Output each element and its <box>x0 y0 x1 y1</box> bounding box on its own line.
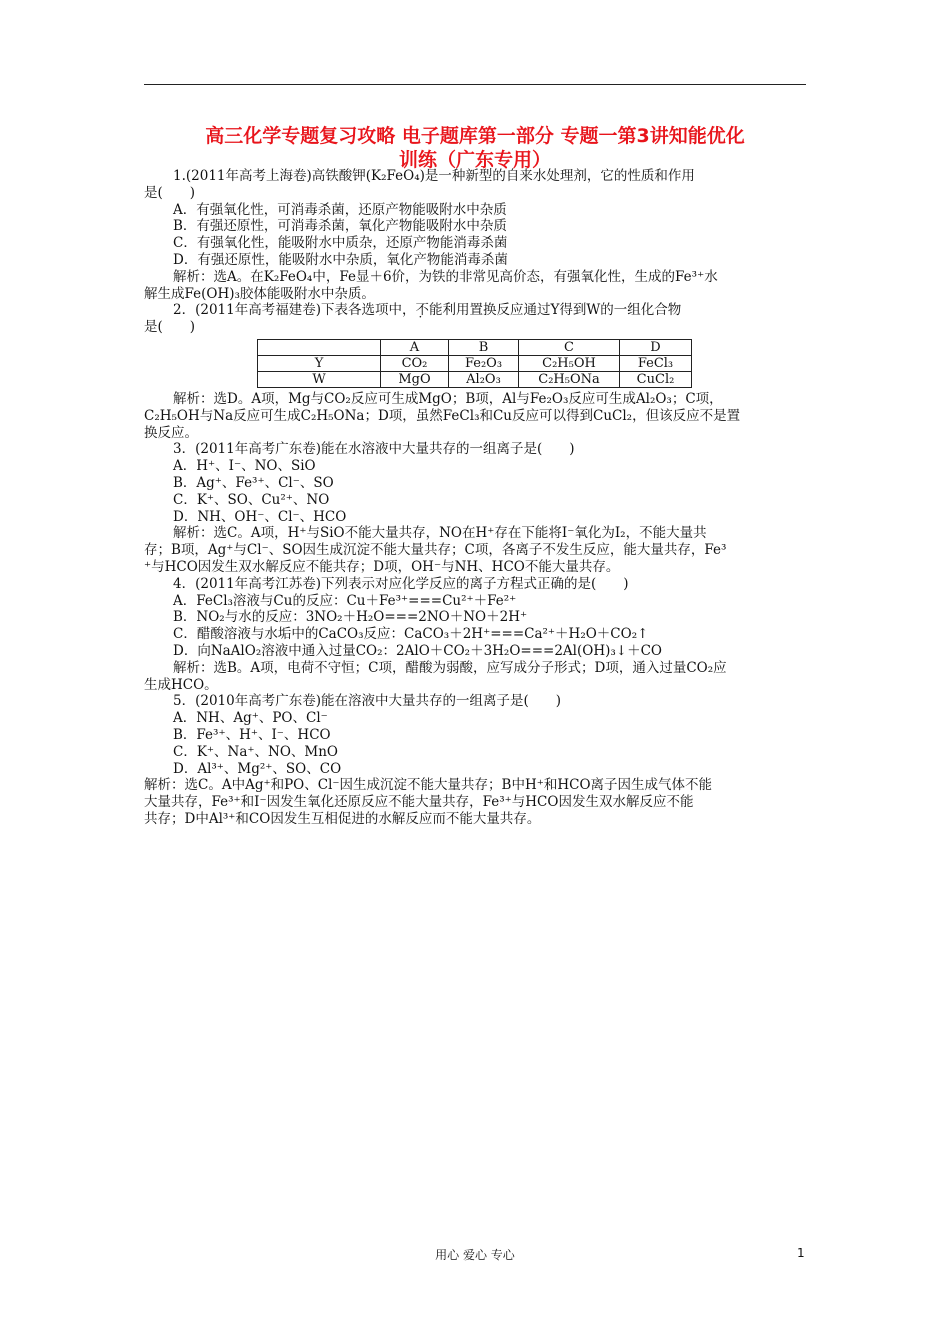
table-cell: Fe₂O₃ <box>449 355 519 371</box>
q4-option-c: C．醋酸溶液与水垢中的CaCO₃反应：CaCO₃＋2H⁺===Ca²⁺＋H₂O＋CO₂↑ <box>173 626 649 643</box>
q4-stem: 4．(2011年高考江苏卷)下列表示对应化学反应的离子方程式正确的是( ) <box>173 575 629 592</box>
q1-stem-line-1: 1.(2011年高考上海卷)高铁酸钾(K₂FeO₄)是一种新型的自来水处理剂，它的性质和作用 <box>173 168 695 184</box>
document-title <box>144 124 806 172</box>
title-line-1: 高三化学专题复习攻略 电子题库第一部分 专题一第3讲知能优化 <box>205 125 745 147</box>
table-cell: Al₂O₃ <box>449 371 519 387</box>
q3-option-a: A．H⁺、I⁻、NO、SiO <box>173 458 316 475</box>
table-cell: D <box>620 339 692 355</box>
q5-answer-line-1: 解析：选C。A中Ag⁺和PO、Cl⁻因生成沉淀不能大量共存；B中H⁺和HCO离子因生成气体不能 <box>144 777 713 794</box>
table-cell: A <box>381 339 449 355</box>
q1-option-d: D．有强还原性，能吸附水中杂质，氧化产物能消毒杀菌 <box>173 251 508 268</box>
q4-option-b: B．NO₂与水的反应：3NO₂＋H₂O===2NO＋NO＋2H⁺ <box>173 609 528 626</box>
footer-slogan: 用心 爱心 专心 <box>435 1248 515 1262</box>
document-body <box>144 168 806 828</box>
q5-answer-line-3: 共存；D中Al³⁺和CO因发生互相促进的水解反应而不能大量共存。 <box>144 810 541 827</box>
q1-option-a: A．有强氧化性，可消毒杀菌，还原产物能吸附水中杂质 <box>173 201 507 218</box>
table-cell: C <box>519 339 620 355</box>
table-row <box>258 355 692 371</box>
q2-stem-line-2: 是( ) <box>144 319 196 336</box>
q5-stem: 5．(2010年高考广东卷)能在溶液中大量共存的一组离子是( ) <box>173 693 562 710</box>
q1-option-c: C．有强氧化性，能吸附水中质杂，还原产物能消毒杀菌 <box>173 235 508 252</box>
q2-table <box>257 339 692 388</box>
table-cell: FeCl₃ <box>620 355 692 371</box>
table-cell: C₂H₅ONa <box>519 371 620 387</box>
q5-option-d: D．Al³⁺、Mg²⁺、SO、CO <box>173 760 342 777</box>
table-row <box>258 371 692 387</box>
table-header-row <box>258 339 692 355</box>
q1-stem-line-2: 是( ) <box>144 184 196 201</box>
table-cell: W <box>258 371 381 387</box>
q3-option-b: B．Ag⁺、Fe³⁺、Cl⁻、SO <box>173 474 334 491</box>
q4-answer-line-2: 生成HCO。 <box>144 676 218 693</box>
q5-option-b: B．Fe³⁺、H⁺、I⁻、HCO <box>173 726 331 743</box>
q2-answer-line-2: C₂H₅OH与Na反应可生成C₂H₅ONa；D项，虽然FeCl₃和Cu反应可以得到CuCl₂，但该反应不是置 <box>144 407 741 424</box>
q2-answer-line-1: 解析：选D。A项，Mg与CO₂反应可生成MgO；B项，Al与Fe₂O₃反应可生成Al₂O₃；C项， <box>173 390 723 407</box>
q5-option-a: A．NH、Ag⁺、PO、Cl⁻ <box>173 710 328 727</box>
q3-answer-line-2: 存；B项，Ag⁺与Cl⁻、SO因生成沉淀不能大量共存；C项，各离子不发生反应，能大量共存，Fe³ <box>144 542 727 559</box>
q3-answer-line-3: ⁺与HCO因发生双水解反应不能共存；D项，OH⁻与NH、HCO不能大量共存。 <box>144 558 620 575</box>
q3-option-c: C．K⁺、SO、Cu²⁺、NO <box>173 491 330 508</box>
q5-answer-line-2: 大量共存，Fe³⁺和I⁻因发生氧化还原反应不能大量共存，Fe³⁺与HCO因发生双水解反应不能 <box>144 794 694 811</box>
q3-stem: 3．(2011年高考广东卷)能在水溶液中大量共存的一组离子是( ) <box>173 441 575 458</box>
q5-option-c: C．K⁺、Na⁺、NO、MnO <box>173 743 338 760</box>
q1-answer-line-1: 解析：选A。在K₂FeO₄中，Fe显＋6价，为铁的非常见高价态，有强氧化性，生成的Fe³⁺水 <box>173 268 718 285</box>
table-cell: C₂H₅OH <box>519 355 620 371</box>
q3-answer-line-1: 解析：选C。A项，H⁺与SiO不能大量共存，NO在H⁺存在下能将I⁻氧化为I₂，不能大量共 <box>173 525 707 542</box>
q2-stem-pre: 2．(2011年高考福建卷)下表各选项中， <box>173 302 416 319</box>
header-rule <box>144 84 806 85</box>
q2-stem-post: 能利用置换反应通过Y得到W的一组化合物 <box>428 302 682 319</box>
q2-stem-line-1 <box>144 302 806 319</box>
q2-stem-emphasis: 不 <box>415 302 429 319</box>
q4-option-d: D．向NaAlO₂溶液中通入过量CO₂：2AlO＋CO₂＋3H₂O===2Al(OH)₃↓＋CO <box>173 642 662 659</box>
table-cell: MgO <box>381 371 449 387</box>
table-cell: CO₂ <box>381 355 449 371</box>
table-cell <box>258 339 381 355</box>
q3-option-d: D．NH、OH⁻、Cl⁻、HCO <box>173 508 347 525</box>
q1-option-b: B．有强还原性，可消毒杀菌，氧化产物能吸附水中杂质 <box>173 218 507 235</box>
table-cell: CuCl₂ <box>620 371 692 387</box>
q4-option-a: A．FeCl₃溶液与Cu的反应：Cu＋Fe³⁺===Cu²⁺＋Fe²⁺ <box>173 592 517 609</box>
page-number: 1 <box>797 1246 805 1260</box>
q4-answer-line-1: 解析：选B。A项，电荷不守恒；C项，醋酸为弱酸，应写成分子形式；D项，通入过量CO₂应 <box>173 659 727 676</box>
table-cell: B <box>449 339 519 355</box>
table-cell: Y <box>258 355 381 371</box>
title-line-2: 训练（广东专用） <box>398 149 551 171</box>
q2-answer-line-3: 换反应。 <box>144 424 198 441</box>
q1-answer-line-2: 解生成Fe(OH)₃胶体能吸附水中杂质。 <box>144 285 375 302</box>
